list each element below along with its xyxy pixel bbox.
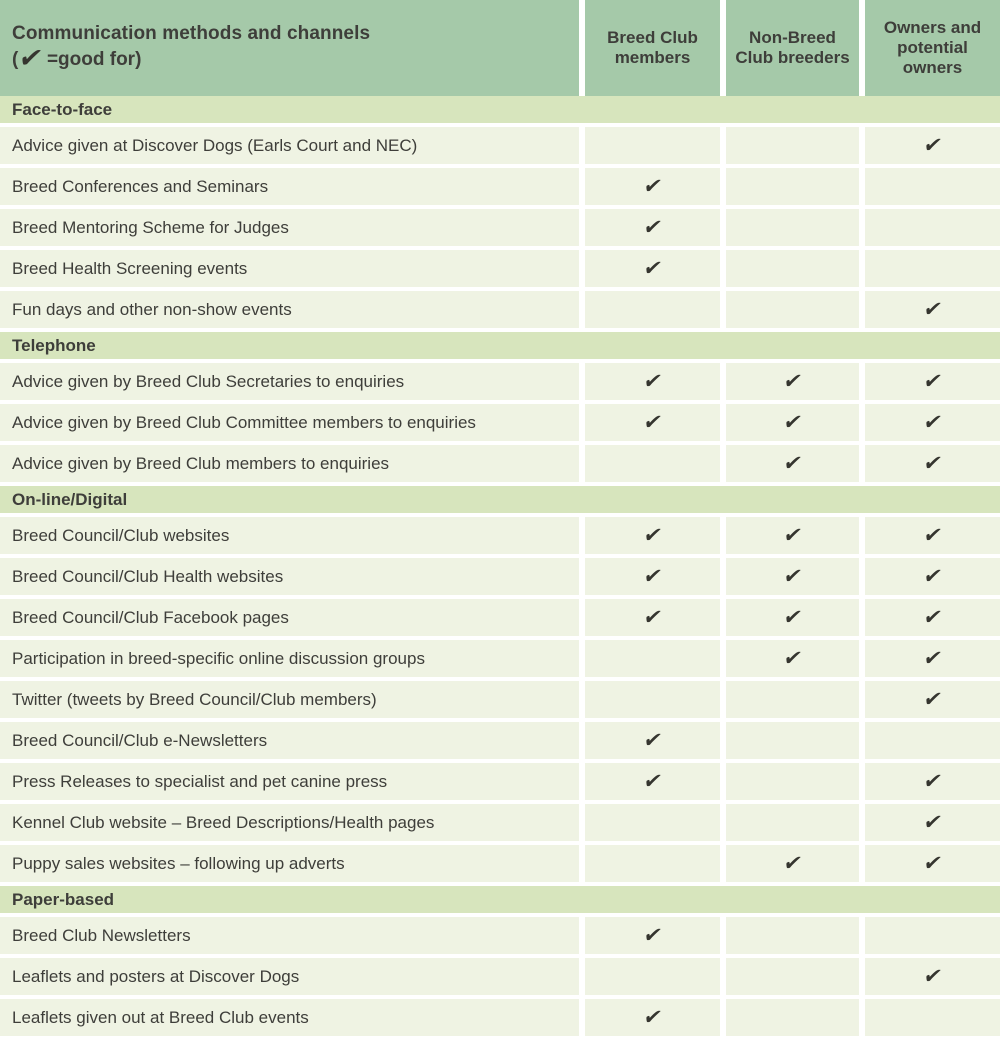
check-cell-empty xyxy=(585,291,720,328)
row-label: Fun days and other non-show events xyxy=(0,291,579,328)
checkmark-icon: ✔ xyxy=(921,769,944,793)
table-row xyxy=(0,917,1000,954)
checkmark-icon: ✔ xyxy=(781,564,804,588)
checkmark-icon: ✔ xyxy=(781,369,804,393)
check-cell-checked xyxy=(585,917,720,954)
check-cell-empty xyxy=(585,127,720,164)
check-cell-checked xyxy=(865,558,1000,595)
row-label: Breed Health Screening events xyxy=(0,250,579,287)
checkmark-icon: ✔ xyxy=(921,297,944,321)
table-row xyxy=(0,209,1000,246)
checkmark-icon: ✔ xyxy=(641,564,664,588)
section-header-telephone: Telephone xyxy=(0,332,1000,359)
row-label: Breed Council/Club websites xyxy=(0,517,579,554)
check-cell-checked xyxy=(726,363,859,400)
checkmark-icon: ✔ xyxy=(641,523,664,547)
checkmark-icon: ✔ xyxy=(641,256,664,280)
check-cell-checked xyxy=(585,763,720,800)
check-cell-checked xyxy=(865,404,1000,441)
check-cell-empty xyxy=(865,722,1000,759)
checkmark-icon: ✔ xyxy=(781,605,804,629)
legend-open-paren: ( xyxy=(12,49,19,70)
row-label: Kennel Club website – Breed Descriptions/Health pages xyxy=(0,804,579,841)
table-body xyxy=(0,96,1000,1036)
check-cell-empty xyxy=(585,845,720,882)
table-title-cell xyxy=(0,0,579,96)
row-label: Advice given by Breed Club Secretaries to enquiries xyxy=(0,363,579,400)
check-cell-checked xyxy=(585,599,720,636)
row-label: Leaflets and posters at Discover Dogs xyxy=(0,958,579,995)
row-label: Breed Conferences and Seminars xyxy=(0,168,579,205)
checkmark-icon: ✔ xyxy=(641,923,664,947)
checkmark-icon: ✔ xyxy=(641,215,664,239)
row-label: Breed Club Newsletters xyxy=(0,917,579,954)
column-header-owners-and-potential-owners: Owners and potential owners xyxy=(865,0,1000,96)
check-cell-checked xyxy=(865,763,1000,800)
table-row xyxy=(0,804,1000,841)
table-legend xyxy=(12,42,579,74)
check-cell-checked xyxy=(726,445,859,482)
check-cell-checked xyxy=(865,845,1000,882)
checkmark-icon: ✔ xyxy=(641,410,664,434)
check-cell-empty xyxy=(726,958,859,995)
column-header-breed-club-members: Breed Club members xyxy=(585,0,720,96)
check-cell-checked xyxy=(865,804,1000,841)
checkmark-icon: ✔ xyxy=(921,605,944,629)
table-row xyxy=(0,517,1000,554)
check-cell-empty xyxy=(726,209,859,246)
section-header-face-to-face: Face-to-face xyxy=(0,96,1000,123)
check-cell-empty xyxy=(585,958,720,995)
check-cell-checked xyxy=(585,404,720,441)
check-cell-empty xyxy=(865,917,1000,954)
check-cell-empty xyxy=(726,722,859,759)
checkmark-icon: ✔ xyxy=(921,369,944,393)
row-label: Press Releases to specialist and pet canine press xyxy=(0,763,579,800)
section-row xyxy=(0,96,1000,123)
check-cell-checked xyxy=(726,845,859,882)
check-cell-checked xyxy=(726,640,859,677)
check-cell-checked xyxy=(585,722,720,759)
row-label: Leaflets given out at Breed Club events xyxy=(0,999,579,1036)
check-cell-checked xyxy=(865,517,1000,554)
table-row xyxy=(0,681,1000,718)
checkmark-icon: ✔ xyxy=(781,523,804,547)
check-cell-checked xyxy=(865,681,1000,718)
checkmark-icon: ✔ xyxy=(641,728,664,752)
checkmark-icon: ✔ xyxy=(921,851,944,875)
section-row xyxy=(0,486,1000,513)
checkmark-icon: ✔ xyxy=(921,687,944,711)
checkmark-icon: ✔ xyxy=(641,605,664,629)
row-label: Breed Council/Club Health websites xyxy=(0,558,579,595)
row-label: Breed Mentoring Scheme for Judges xyxy=(0,209,579,246)
table-row xyxy=(0,845,1000,882)
check-cell-empty xyxy=(726,127,859,164)
check-cell-empty xyxy=(726,250,859,287)
check-cell-empty xyxy=(585,681,720,718)
checkmark-icon: ✔ xyxy=(921,133,944,157)
checkmark-icon: ✔ xyxy=(641,1005,664,1029)
checkmark-icon: ✔ xyxy=(921,523,944,547)
table-header-row xyxy=(0,0,1000,96)
checkmark-icon: ✔ xyxy=(781,851,804,875)
row-label: Breed Council/Club Facebook pages xyxy=(0,599,579,636)
checkmark-icon: ✔ xyxy=(641,369,664,393)
section-row xyxy=(0,886,1000,913)
table-row xyxy=(0,599,1000,636)
row-label: Advice given at Discover Dogs (Earls Court and NEC) xyxy=(0,127,579,164)
table-row xyxy=(0,250,1000,287)
table-title: Communication methods and channels xyxy=(12,22,371,44)
table-row xyxy=(0,291,1000,328)
legend-text: =good for) xyxy=(46,49,142,70)
row-label: Twitter (tweets by Breed Council/Club members) xyxy=(0,681,579,718)
check-cell-checked xyxy=(865,127,1000,164)
table-row xyxy=(0,168,1000,205)
section-header-paper-based: Paper-based xyxy=(0,886,1000,913)
checkmark-icon: ✔ xyxy=(921,564,944,588)
table-row xyxy=(0,640,1000,677)
check-cell-checked xyxy=(865,291,1000,328)
checkmark-icon: ✔ xyxy=(16,42,46,74)
check-cell-checked xyxy=(726,517,859,554)
check-cell-empty xyxy=(726,999,859,1036)
checkmark-icon: ✔ xyxy=(781,451,804,475)
row-label: Participation in breed-specific online discussion groups xyxy=(0,640,579,677)
checkmark-icon: ✔ xyxy=(921,646,944,670)
checkmark-icon: ✔ xyxy=(641,769,664,793)
check-cell-empty xyxy=(726,681,859,718)
table-row xyxy=(0,558,1000,595)
table-row xyxy=(0,127,1000,164)
table-row xyxy=(0,445,1000,482)
checkmark-icon: ✔ xyxy=(921,810,944,834)
check-cell-empty xyxy=(585,445,720,482)
check-cell-checked xyxy=(865,640,1000,677)
check-cell-checked xyxy=(726,558,859,595)
check-cell-checked xyxy=(585,168,720,205)
column-header-non-breed-club-breeders: Non-Breed Club breeders xyxy=(726,0,859,96)
checkmark-icon: ✔ xyxy=(641,174,664,198)
checkmark-icon: ✔ xyxy=(781,646,804,670)
check-cell-checked xyxy=(865,599,1000,636)
check-cell-empty xyxy=(726,291,859,328)
check-cell-checked xyxy=(726,404,859,441)
table-row xyxy=(0,763,1000,800)
check-cell-empty xyxy=(865,209,1000,246)
check-cell-checked xyxy=(585,558,720,595)
check-cell-checked xyxy=(865,445,1000,482)
table-row xyxy=(0,404,1000,441)
row-label: Advice given by Breed Club members to enquiries xyxy=(0,445,579,482)
check-cell-empty xyxy=(726,168,859,205)
row-label: Advice given by Breed Club Committee members to enquiries xyxy=(0,404,579,441)
checkmark-icon: ✔ xyxy=(921,964,944,988)
section-row xyxy=(0,332,1000,359)
table-row xyxy=(0,363,1000,400)
check-cell-empty xyxy=(726,804,859,841)
section-header-on-line-digital: On-line/Digital xyxy=(0,486,1000,513)
check-cell-checked xyxy=(726,599,859,636)
check-cell-checked xyxy=(585,999,720,1036)
check-cell-empty xyxy=(585,804,720,841)
checkmark-icon: ✔ xyxy=(781,410,804,434)
table-row xyxy=(0,999,1000,1036)
check-cell-checked xyxy=(865,363,1000,400)
checkmark-icon: ✔ xyxy=(921,451,944,475)
check-cell-empty xyxy=(865,250,1000,287)
check-cell-empty xyxy=(865,999,1000,1036)
row-label: Puppy sales websites – following up adverts xyxy=(0,845,579,882)
check-cell-empty xyxy=(865,168,1000,205)
row-label: Breed Council/Club e-Newsletters xyxy=(0,722,579,759)
check-cell-checked xyxy=(585,517,720,554)
check-cell-checked xyxy=(865,958,1000,995)
check-cell-empty xyxy=(726,763,859,800)
check-cell-checked xyxy=(585,209,720,246)
table-row xyxy=(0,958,1000,995)
check-cell-checked xyxy=(585,363,720,400)
checkmark-icon: ✔ xyxy=(921,410,944,434)
check-cell-checked xyxy=(585,250,720,287)
check-cell-empty xyxy=(585,640,720,677)
check-cell-empty xyxy=(726,917,859,954)
table-row xyxy=(0,722,1000,759)
